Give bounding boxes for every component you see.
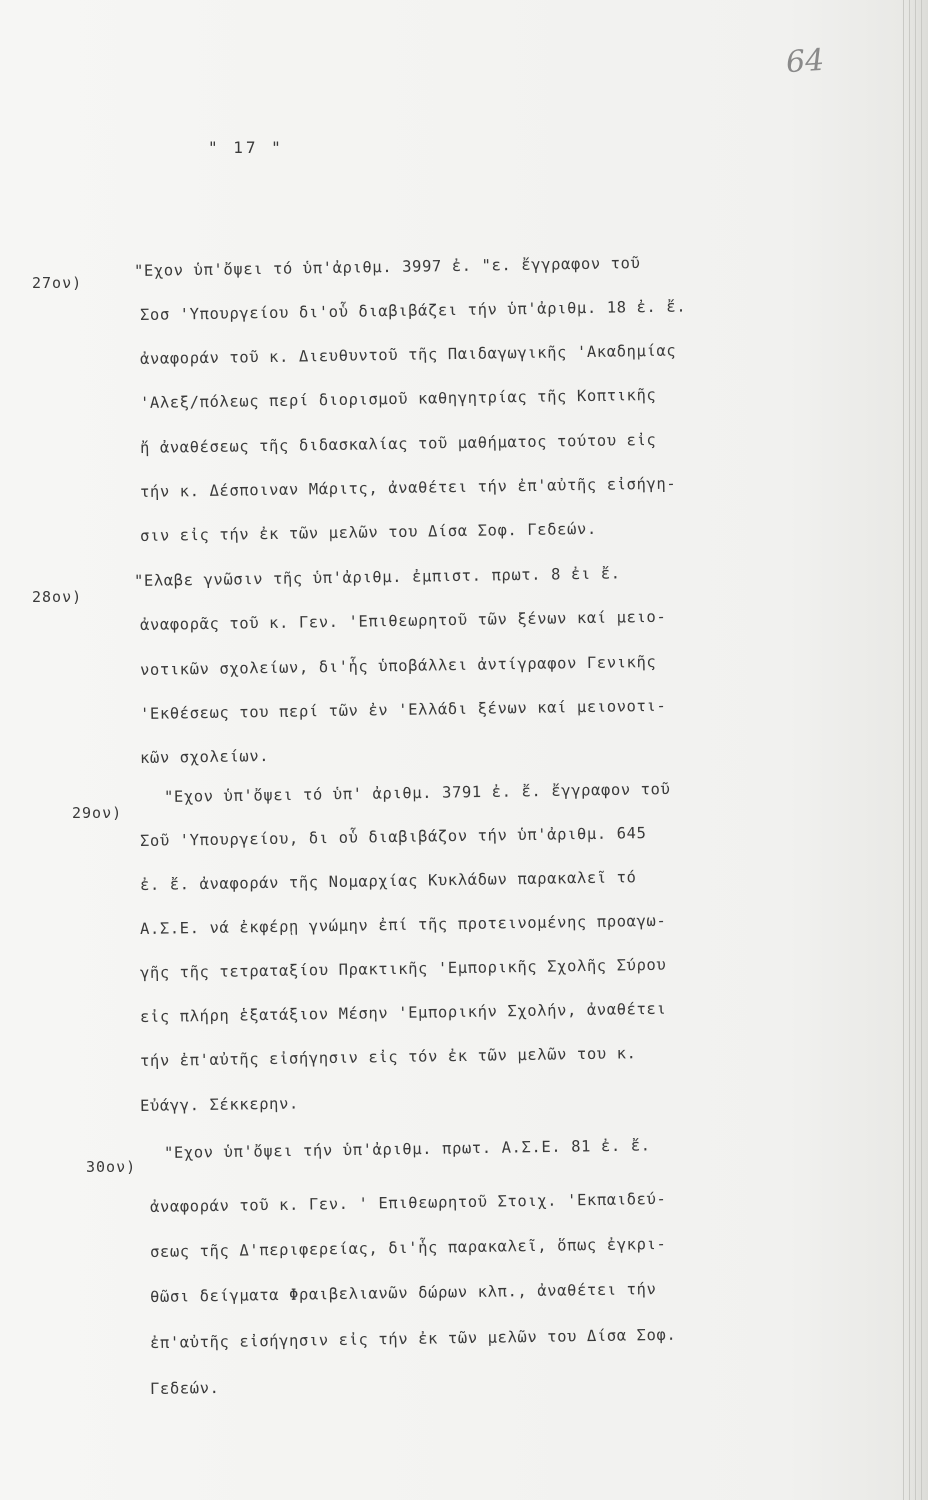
- text-line: 'Εκθέσεως του περί τῶν ἐν 'Ελλάδι ξένων καί μειονοτι-: [139, 696, 667, 723]
- text-line: τήν κ. Δέσποιναν Μάριτς, ἀναθέτει τήν ἐπ'αὐτῆς εἰσήγη-: [139, 474, 677, 501]
- text-line: γῆς τῆς τετραταξίου Πρακτικῆς 'Εμπορικῆς Σχολῆς Σύρου: [139, 955, 667, 982]
- handwritten-folio-number: 64: [784, 42, 826, 81]
- item-number: 27ον): [32, 274, 83, 292]
- text-line: 'Αλεξ/πόλεως περί διορισμοῦ καθηγητρίας τῆς Κοπτικῆς: [139, 385, 657, 412]
- item-number: 29ον): [72, 804, 123, 822]
- text-line: "Εχον ὑπ'ὄψει τήν ὑπ'ἀριθμ. πρωτ. Α.Σ.Ε. 81 ἐ. ἔ.: [163, 1136, 651, 1162]
- text-line: ἀναφοράν τοῦ κ. Διευθυντοῦ τῆς Παιδαγωγικῆς 'Ακαδημίας: [139, 341, 677, 368]
- text-line: σιν εἰς τήν ἐκ τῶν μελῶν του Δίσα Σοφ. Γεδεών.: [139, 519, 597, 545]
- text-line: τήν ἐπ'αὐτῆς εἰσήγησιν εἰς τόν ἐκ τῶν μελῶν του κ.: [139, 1044, 637, 1070]
- text-line: Σοσ 'Υπουργείου δι'οὗ διαβιβάζει τήν ὑπ'ἀριθμ. 18 ἐ. ἔ.: [139, 297, 687, 324]
- text-line: νοτικῶν σχολείων, δι'ἧς ὑποβάλλει ἀντίγραφον Γενικῆς: [139, 652, 657, 679]
- text-line: κῶν σχολείων.: [139, 746, 270, 767]
- text-line: ἐ. ἔ. ἀναφοράν τῆς Νομαρχίας Κυκλάδων παρακαλεῖ τό: [139, 868, 637, 894]
- text-line: Γεδεών.: [149, 1378, 220, 1398]
- text-line: "Εχον ὑπ'ὄψει τό ὑπ' ἀριθμ. 3791 ἐ. ἔ. ἔγγραφον τοῦ: [163, 780, 671, 806]
- text-line: Εὐάγγ. Σέκκερην.: [139, 1094, 300, 1115]
- item-number: 30ον): [86, 1158, 137, 1176]
- page-edge-line: [921, 0, 922, 1500]
- page-edge-line: [915, 0, 916, 1500]
- text-line: "Ελαβε γνῶσιν τῆς ὑπ'ἀριθμ. ἐμπιστ. πρωτ. 8 ἐι ἔ.: [133, 564, 621, 590]
- text-line: "Εχον ὑπ'ὄψει τό ὑπ'ἀριθμ. 3997 ἐ. "ε. ἔγγραφον τοῦ: [133, 254, 641, 280]
- text-line: ἀναφορᾶς τοῦ κ. Γεν. 'Επιθεωρητοῦ τῶν ξένων καί μειο-: [139, 607, 667, 634]
- text-line: ἀναφοράν τοῦ κ. Γεν. ' Επιθεωρητοῦ Στοιχ. 'Εκπαιδεύ-: [149, 1189, 667, 1216]
- text-line: Α.Σ.Ε. νά ἐκφέρῃ γνώμην ἐπί τῆς προτεινομένης προαγω-: [139, 911, 667, 938]
- item-number: 28ον): [32, 588, 83, 606]
- text-line: σεως τῆς Δ'περιφερείας, δι'ἧς παρακαλεῖ, ὅπως ἐγκρι-: [149, 1234, 667, 1261]
- text-line: Σοῦ 'Υπουργείου, δι οὗ διαβιβάζον τήν ὑπ'ἀριθμ. 645: [139, 824, 647, 850]
- page-edge-line: [903, 0, 904, 1500]
- text-line: θῶσι δείγματα Φραιβελιανῶν δώρων κλπ., ἀναθέτει τήν: [149, 1280, 657, 1306]
- text-line: ἐπ'αὐτῆς εἰσήγησιν εἰς τήν ἐκ τῶν μελῶν του Δίσα Σοφ.: [149, 1325, 677, 1352]
- page-edge-line: [909, 0, 910, 1500]
- text-line: εἰς πλήρη ἑξατάξιον Μέσην 'Εμπορικήν Σχολήν, ἀναθέτει: [139, 999, 667, 1026]
- page-number: " 17 ": [208, 138, 284, 157]
- text-line: ἤ ἀναθέσεως τῆς διδασκαλίας τοῦ μαθήματος τούτου εἰς: [139, 430, 657, 457]
